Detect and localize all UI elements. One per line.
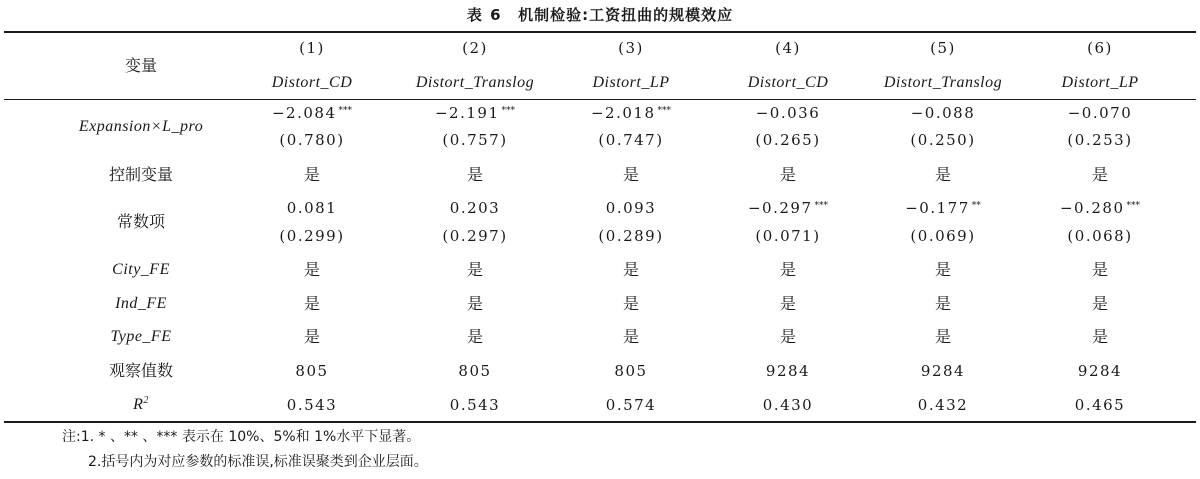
value-cell: 是 [303, 165, 321, 184]
value-cell: 是 [622, 260, 640, 279]
row-label: Ind_FE [115, 295, 167, 312]
value-cell: 是 [622, 327, 640, 346]
table-title: 机制检验:工资扭曲的规模效应 [518, 6, 734, 24]
value-cell: 是 [303, 327, 321, 346]
coefficient-cell [591, 103, 671, 123]
value-cell: 是 [466, 294, 484, 313]
coefficient-value: 0.203 [449, 199, 501, 217]
column-name: Distort_CD [747, 74, 829, 91]
table-number: 表 6 [466, 6, 503, 24]
standard-error-cell: (0.071) [755, 227, 821, 245]
column-name: Distort_LP [592, 74, 670, 91]
coefficient-cell [450, 198, 500, 218]
value-cell: 是 [303, 260, 321, 279]
value-cell: 是 [779, 260, 797, 279]
value-cell: 9284 [920, 362, 966, 380]
coefficient-cell [756, 103, 821, 123]
table-note-1: 注:1. * 、** 、*** 表示在 10%、5%和 1%水平下显著。 [62, 429, 421, 445]
value-cell: 9284 [765, 362, 811, 380]
significance-stars: ** [971, 201, 981, 211]
standard-error-cell: (0.780) [279, 131, 345, 149]
value-cell: 是 [622, 294, 640, 313]
coefficient-value: −0.036 [755, 104, 821, 122]
coefficient-cell [435, 103, 515, 123]
standard-error-cell: (0.757) [442, 131, 508, 149]
value-cell: 0.465 [1074, 396, 1126, 414]
significance-stars: *** [657, 106, 672, 116]
row-label-r-squared [133, 395, 149, 415]
value-cell: 0.543 [449, 396, 501, 414]
significance-stars: *** [1126, 201, 1141, 211]
value-cell: 是 [1091, 165, 1109, 184]
coefficient-value: 0.093 [605, 199, 657, 217]
bottom-rule [4, 421, 1196, 423]
column-number: (3) [618, 39, 644, 57]
column-name: Distort_Translog [883, 74, 1003, 91]
value-cell: 805 [614, 362, 648, 380]
value-cell: 是 [1091, 327, 1109, 346]
value-cell: 是 [934, 165, 952, 184]
column-number: (2) [462, 39, 488, 57]
value-cell: 是 [934, 294, 952, 313]
coefficient-value: −0.070 [1067, 104, 1133, 122]
row-label: City_FE [112, 261, 170, 278]
coefficient-cell [287, 198, 337, 218]
table-caption [0, 4, 1200, 25]
column-name: Distort_CD [271, 74, 353, 91]
variable-header: 变量 [124, 56, 158, 75]
value-cell: 是 [779, 165, 797, 184]
standard-error-cell: (0.250) [910, 131, 976, 149]
value-cell: 805 [295, 362, 329, 380]
column-number: (6) [1087, 39, 1113, 57]
column-number: (5) [930, 39, 956, 57]
row-label: 控制变量 [108, 165, 174, 184]
column-number: (4) [775, 39, 801, 57]
coefficient-cell [748, 198, 828, 218]
standard-error-cell: (0.297) [442, 227, 508, 245]
standard-error-cell: (0.068) [1067, 227, 1133, 245]
value-cell: 是 [1091, 260, 1109, 279]
value-cell: 是 [779, 327, 797, 346]
coefficient-cell [606, 198, 656, 218]
r-squared-label: R [133, 396, 144, 413]
coefficient-value: −0.177 [905, 199, 970, 217]
row-label: Type_FE [110, 328, 172, 345]
value-cell: 805 [458, 362, 492, 380]
header-rule [4, 99, 1196, 100]
value-cell: 是 [934, 260, 952, 279]
standard-error-cell: (0.265) [755, 131, 821, 149]
column-name: Distort_LP [1061, 74, 1139, 91]
r-squared-superscript: 2 [143, 395, 149, 406]
table-note-2: 2.括号内为对应参数的标准误,标准误聚类到企业层面。 [88, 454, 428, 470]
value-cell: 0.543 [286, 396, 338, 414]
value-cell: 是 [1091, 294, 1109, 313]
standard-error-cell: (0.069) [910, 227, 976, 245]
standard-error-cell: (0.289) [598, 227, 664, 245]
coefficient-cell [911, 103, 976, 123]
value-cell: 9284 [1077, 362, 1123, 380]
coefficient-cell [272, 103, 352, 123]
value-cell: 0.574 [605, 396, 657, 414]
standard-error-cell: (0.747) [598, 131, 664, 149]
value-cell: 是 [466, 327, 484, 346]
column-name: Distort_Translog [415, 74, 535, 91]
coefficient-value: −2.084 [271, 104, 337, 122]
row-label: 观察值数 [108, 361, 174, 380]
coefficient-cell [905, 198, 981, 218]
significance-stars: *** [501, 106, 516, 116]
significance-stars: *** [338, 106, 353, 116]
coefficient-value: −0.280 [1059, 199, 1125, 217]
coefficient-value: −2.191 [434, 104, 500, 122]
coefficient-cell [1068, 103, 1133, 123]
value-cell: 是 [779, 294, 797, 313]
coefficient-cell [1060, 198, 1140, 218]
value-cell: 是 [622, 165, 640, 184]
value-cell: 0.430 [762, 396, 814, 414]
standard-error-cell: (0.253) [1067, 131, 1133, 149]
value-cell: 是 [934, 327, 952, 346]
significance-stars: *** [814, 201, 829, 211]
value-cell: 0.432 [917, 396, 969, 414]
coefficient-value: 0.081 [286, 199, 338, 217]
row-label: Expansion×L_pro [78, 118, 204, 135]
coefficient-value: −2.018 [590, 104, 656, 122]
column-number: (1) [299, 39, 325, 57]
coefficient-value: −0.297 [747, 199, 813, 217]
value-cell: 是 [303, 294, 321, 313]
coefficient-value: −0.088 [910, 104, 976, 122]
value-cell: 是 [466, 260, 484, 279]
top-rule [4, 31, 1196, 33]
value-cell: 是 [466, 165, 484, 184]
standard-error-cell: (0.299) [279, 227, 345, 245]
row-label: 常数项 [116, 212, 166, 231]
